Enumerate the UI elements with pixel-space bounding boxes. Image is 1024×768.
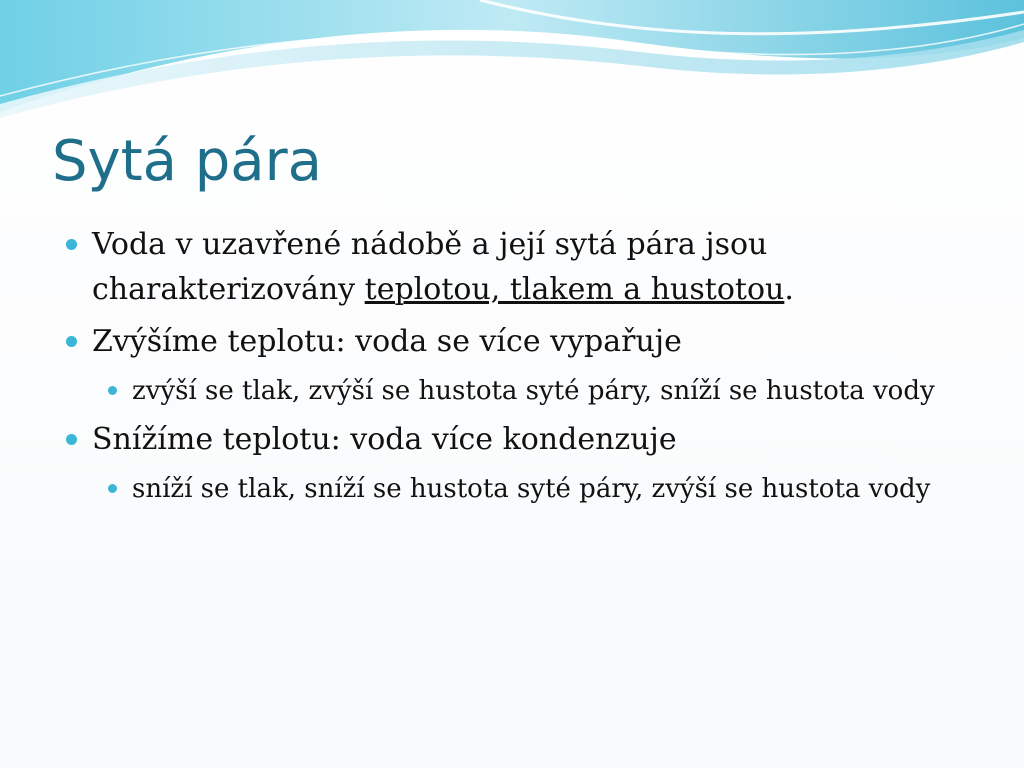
bullet-dot-icon (66, 336, 77, 347)
sub-bullet-2-text: zvýší se tlak, zvýší se hustota syté páry, sníží se hustota vody (132, 376, 935, 406)
wave-decoration (0, 0, 1024, 130)
sub-bullet-item-2 (60, 371, 980, 411)
slide-title: Sytá pára (52, 129, 322, 194)
bullet-item-1 (60, 222, 980, 312)
bullet-1-underlined-text: teplotou, tlakem a hustotou (364, 272, 785, 307)
bullet-list (60, 222, 980, 515)
sub-bullet-dot-icon (108, 386, 117, 395)
bullet-1-text: Voda v uzavřené nádobě a její sytá pára jsou charakterizovány (92, 227, 768, 307)
bullet-1-text-end: . (784, 272, 794, 307)
sub-bullet-dot-icon (108, 484, 117, 493)
bullet-dot-icon (66, 239, 77, 250)
bullet-item-2 (60, 319, 980, 364)
sub-bullet-item-3 (60, 469, 980, 509)
bullet-2-text: Zvýšíme teplotu: voda se více vypařuje (92, 324, 682, 359)
bullet-dot-icon (66, 434, 77, 445)
bullet-3-text: Snížíme teplotu: voda více kondenzuje (92, 422, 677, 457)
bullet-item-3 (60, 417, 980, 462)
sub-bullet-3-text: sníží se tlak, sníží se hustota syté páry, zvýší se hustota vody (132, 474, 931, 504)
